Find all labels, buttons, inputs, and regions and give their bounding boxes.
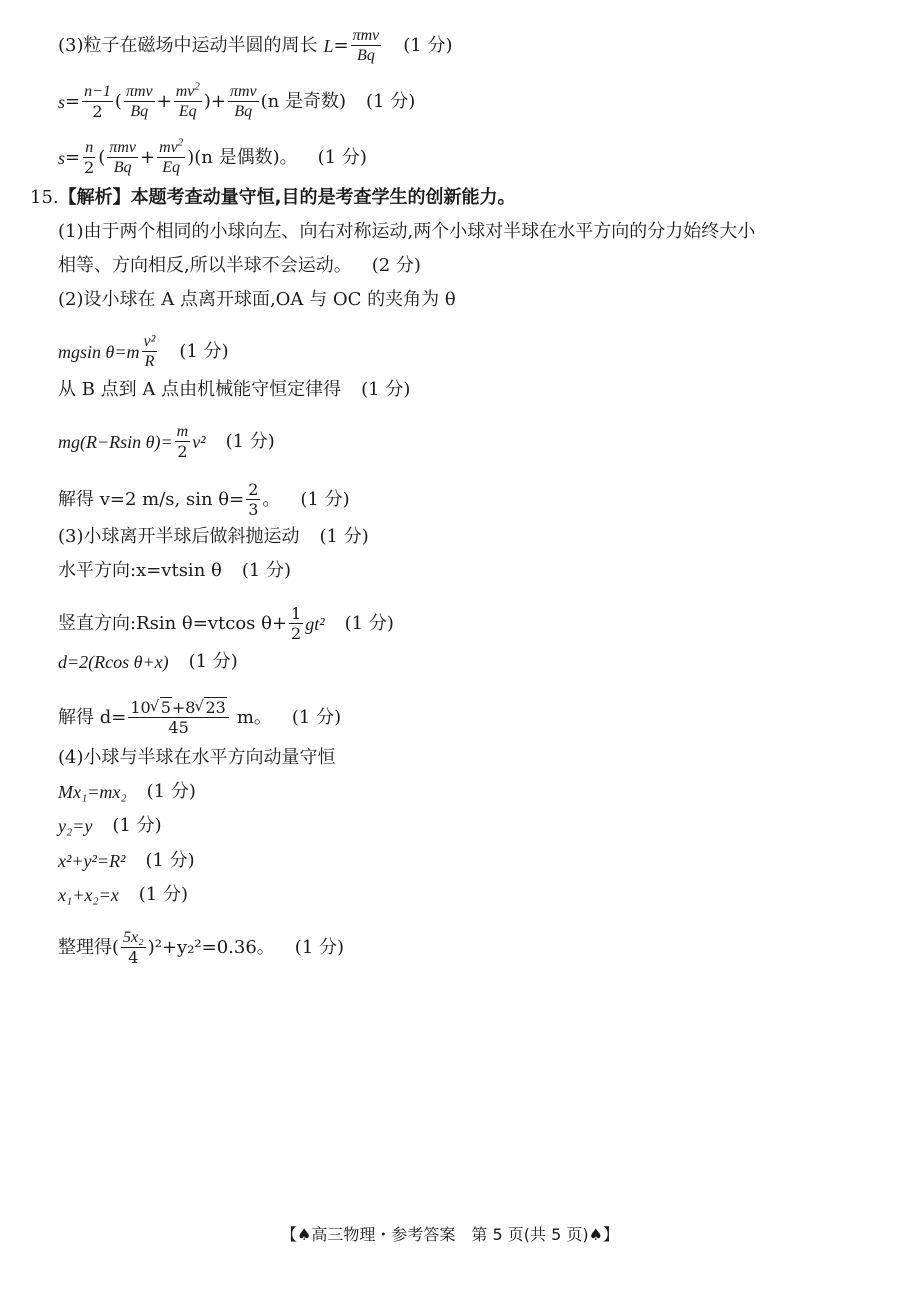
- text: 解得 d=: [58, 706, 127, 728]
- text: 相等、方向相反,所以半球不会运动。: [58, 255, 352, 276]
- text: (3)小球离开半球后做斜抛运动: [58, 526, 300, 547]
- line-d-eq: [58, 650, 238, 674]
- text: )²+y₂²=0.36。: [147, 936, 275, 958]
- num: n: [85, 139, 94, 156]
- den: Bq: [234, 103, 253, 120]
- unit: m。: [236, 706, 272, 728]
- frac-n-2: [82, 138, 96, 177]
- score: (1 分): [138, 884, 188, 905]
- score: (1 分): [146, 781, 196, 802]
- var-s: s: [58, 91, 66, 112]
- text: (3)粒子在磁场中运动半圆的周长: [58, 34, 318, 56]
- radicand: 23: [205, 698, 226, 717]
- text: y₂=y: [58, 816, 93, 836]
- text: (4)小球与半球在水平方向动量守恒: [58, 747, 336, 768]
- paren-close: ): [187, 146, 195, 168]
- score: (1 分): [317, 146, 367, 168]
- score: (1 分): [361, 379, 411, 400]
- frac-pimv-bq: [107, 138, 138, 177]
- line-q15-3: [58, 525, 369, 549]
- line-q15-4: [58, 746, 336, 770]
- eq: =: [65, 146, 81, 168]
- num: πmv: [352, 27, 380, 44]
- text: d=2(Rcos θ+x): [58, 652, 169, 672]
- frac-pimv-bq: [124, 82, 155, 121]
- den: Bq: [113, 159, 132, 176]
- score: (1 分): [112, 815, 162, 836]
- frac-pimv-bq-2: [228, 82, 259, 121]
- line-mgsin: [58, 332, 229, 371]
- text: x²+y²=R²: [58, 851, 126, 871]
- score: (1 分): [366, 90, 416, 112]
- num-b: +8: [171, 698, 196, 717]
- plus: +: [156, 90, 172, 112]
- paren-close: )+: [203, 90, 226, 112]
- num: [128, 698, 229, 718]
- line-s-odd: [58, 82, 415, 121]
- paren-open: (: [114, 90, 122, 112]
- score: (1 分): [241, 560, 292, 581]
- line-vertical: [58, 604, 394, 643]
- line-q15-1b: [58, 254, 421, 278]
- text: 从 B 点到 A 点由机械能守恒定律得: [58, 379, 342, 400]
- num: m: [176, 423, 189, 440]
- den: 2: [92, 102, 103, 121]
- den: 2: [84, 158, 95, 177]
- line-circle: [58, 849, 195, 873]
- line-sum: [58, 883, 188, 907]
- line-final: [58, 928, 344, 967]
- den: Eq: [178, 103, 197, 120]
- text: 整理得(: [58, 936, 120, 958]
- num: πmv: [109, 139, 136, 156]
- score: (1 分): [291, 706, 342, 728]
- text: 解得 v=2 m/s, sin θ=: [58, 488, 245, 510]
- line-q15-2b: [58, 378, 410, 402]
- frac-d: [128, 698, 229, 737]
- sqrt-23: [195, 698, 226, 717]
- num: πmv: [229, 83, 257, 100]
- num: 1: [291, 604, 302, 623]
- text: (1)由于两个相同的小球向左、向右对称运动,两个小球对半球在水平方向的分力始终大小: [58, 221, 756, 242]
- den: Eq: [162, 159, 181, 176]
- score: (1 分): [179, 340, 229, 362]
- score: (1 分): [300, 488, 350, 510]
- odd-note: (n 是奇数): [260, 90, 346, 112]
- page-footer: 【♠高三物理・参考答案 第 5 页(共 5 页)♠】: [281, 1225, 619, 1244]
- num: $mv^2$: [175, 80, 200, 100]
- equation-left: mg(R−Rsin θ)=: [58, 431, 173, 452]
- frac-v2-R: [142, 332, 158, 371]
- num: 2: [248, 480, 259, 499]
- score: (1 分): [145, 850, 195, 871]
- score: (2 分): [371, 255, 421, 276]
- num: πmv: [125, 83, 153, 100]
- line-energy: [58, 422, 275, 461]
- den: 4: [128, 948, 139, 967]
- frac-pimv-bq: [351, 26, 382, 65]
- score: (1 分): [344, 612, 394, 634]
- even-note: (n 是偶数)。: [194, 146, 298, 168]
- den: 45: [168, 718, 189, 737]
- den: Bq: [130, 103, 149, 120]
- text: gt²: [305, 613, 325, 634]
- num: v²: [143, 333, 156, 350]
- text: 水平方向:x=vtsin θ: [58, 560, 222, 581]
- den: 2: [177, 442, 188, 461]
- text: Mx₁=mx₂: [58, 782, 127, 802]
- den: 2: [291, 624, 302, 643]
- var-L: L: [323, 35, 334, 56]
- den: Bq: [357, 47, 375, 64]
- frac-2-3: [246, 480, 260, 519]
- num: n−1: [84, 83, 111, 100]
- num-text: mv: [175, 83, 195, 100]
- sqrt-5: [151, 698, 172, 717]
- text: x₁+x₂=x: [58, 885, 119, 905]
- frac-mv2-eq: [157, 138, 185, 177]
- num-a: 10: [130, 698, 151, 717]
- frac-mv2-eq: [174, 82, 202, 121]
- question-15-heading: [30, 186, 515, 210]
- line-L: [58, 26, 453, 65]
- line-q15-2: [58, 288, 456, 312]
- score: (1 分): [319, 526, 369, 547]
- text: (2)设小球在 A 点离开球面,OA 与 OC 的夹角为 θ: [58, 289, 456, 310]
- line-horizontal: [58, 559, 291, 583]
- line-q15-1a: [58, 220, 755, 244]
- period: 。: [262, 488, 281, 510]
- eq: =: [333, 34, 349, 56]
- var-s: s: [58, 147, 66, 168]
- num: $mv^2$: [159, 136, 184, 156]
- frac-n1-2: [82, 82, 113, 121]
- score: (1 分): [294, 936, 345, 958]
- line-solve-v: [58, 480, 350, 519]
- frac-5x2-4: [121, 928, 146, 967]
- question-number: 15.: [30, 187, 59, 208]
- frac-1-2: [289, 604, 303, 643]
- text: 竖直方向:Rsin θ=vtcos θ+: [58, 612, 288, 634]
- den: 3: [248, 500, 259, 519]
- plus: +: [140, 146, 156, 168]
- num: 5x₂: [123, 929, 144, 946]
- den: R: [144, 353, 155, 370]
- eq: =: [65, 90, 81, 112]
- line-y: [58, 814, 162, 838]
- score: (1 分): [225, 430, 275, 452]
- paren-open: (: [98, 146, 106, 168]
- frac-m-2: [175, 422, 191, 461]
- equation-right: v²: [192, 431, 206, 452]
- heading-text: 【解析】本题考查动量守恒,目的是考查学生的创新能力。: [58, 187, 516, 208]
- score: (1 分): [188, 651, 238, 672]
- num-text: mv: [159, 139, 178, 156]
- line-momentum: [58, 780, 196, 804]
- line-s-even: [58, 138, 367, 177]
- line-solve-d: [58, 698, 341, 737]
- score: (1 分): [403, 34, 453, 56]
- radicand: 5: [160, 698, 171, 717]
- equation: mgsin θ=m: [58, 341, 140, 362]
